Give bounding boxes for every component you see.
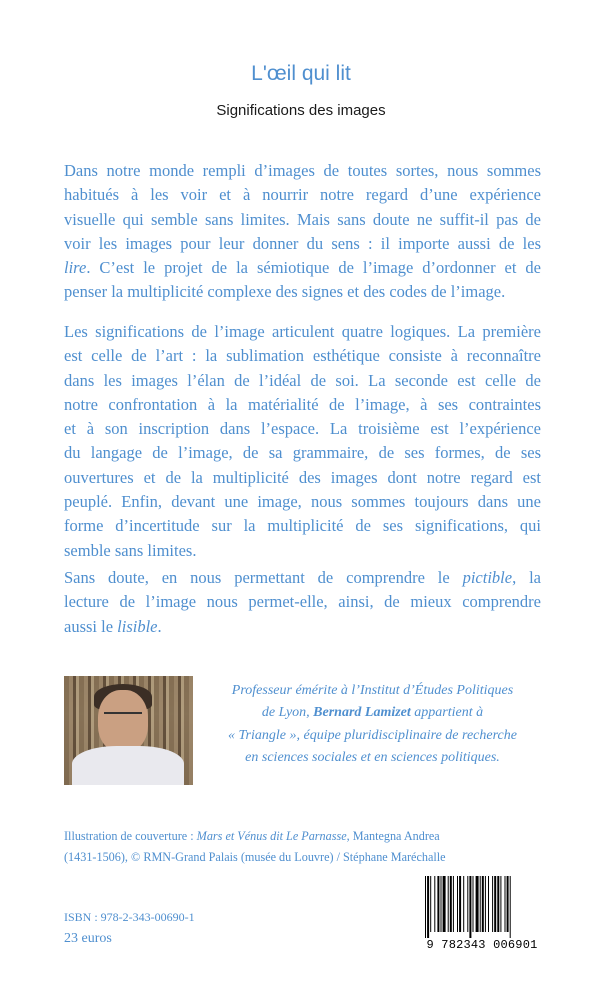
blurb-paragraph-2 xyxy=(64,320,541,563)
blurb-text: aussi le xyxy=(64,616,118,636)
blurb-line: lecture de l’image nous permet-elle, ainsi, de mieux comprendre xyxy=(64,592,541,612)
blurb-line xyxy=(64,615,541,639)
blurb-line: dans les images l’élan de l’idéal de soi. La seconde est celle de xyxy=(64,370,541,390)
blurb-paragraph-3 xyxy=(64,566,541,639)
author-bio xyxy=(204,680,541,769)
bio-text: appartient à xyxy=(410,705,484,721)
blurb-line: du langage de l’image, de sa grammaire, de ses formes, de ses xyxy=(64,443,541,463)
bio-line: en sciences sociales et en sciences politiques. xyxy=(245,749,500,765)
barcode-digits: 9 782343 006901 xyxy=(426,938,538,952)
blurb-text: . C’est le projet de la sémiotique de l’image d’ordonner et de xyxy=(86,258,541,278)
blurb-line: semble sans limites. xyxy=(64,540,197,560)
blurb-paragraph-1 xyxy=(64,159,541,305)
isbn: ISBN : 978-2-343-00690-1 xyxy=(64,910,195,924)
book-title: L'œil qui lit xyxy=(251,62,351,85)
author-shirt xyxy=(72,746,184,785)
blurb-text: . xyxy=(157,616,162,636)
blurb-line: voir les images pour leur donner du sens : il importe aussi de les xyxy=(64,233,541,253)
blurb-line xyxy=(64,566,541,590)
book-subtitle: Significations des images xyxy=(216,102,386,119)
bio-text: de Lyon, xyxy=(261,705,314,721)
credit-line: (1431-1506), © RMN-Grand Palais (musée du Louvre) / Stéphane Maréchalle xyxy=(64,850,446,864)
credit-line xyxy=(64,826,541,847)
blurb-line: Dans notre monde rempli d’images de toutes sortes, nous sommes xyxy=(64,161,541,180)
bio-line xyxy=(204,702,541,724)
blurb-line: notre confrontation à la matérialité de l’image, à ses contraintes xyxy=(64,394,541,414)
blurb-text: Sans doute, en nous permettant de comprendre le xyxy=(64,568,463,587)
blurb-line xyxy=(64,256,541,280)
blurb-line: est celle de l’art : la sublimation esthétique consiste à reconnaître xyxy=(64,346,541,366)
blurb-line: et à son inscription dans l’espace. La troisième est l’expérience xyxy=(64,419,541,439)
price: 23 euros xyxy=(64,931,112,946)
author-photo xyxy=(64,676,193,785)
glasses-shape xyxy=(104,712,142,723)
barcode-bars xyxy=(423,876,541,938)
bio-line: Professeur émérite à l’Institut d’Études Politiques xyxy=(231,683,514,698)
blurb-text: , la xyxy=(512,568,541,587)
blurb-line: habitués à les voir et à nourrir notre regard d’une expérience xyxy=(64,185,541,205)
blurb-line: penser la multiplicité complexe des signes et des codes de l’image. xyxy=(64,282,506,302)
italic-word: pictible xyxy=(462,568,513,587)
blurb-line: visuelle qui semble sans limites. Mais sans doute ne suffit-il pas de xyxy=(64,209,541,229)
cover-illustration-credit xyxy=(64,826,541,868)
credit-text: Illustration de couverture : xyxy=(64,829,197,843)
blurb-line: peuplé. Enfin, devant une image, nous sommes toujours dans une xyxy=(64,492,541,512)
blurb-line: ouvertures et de la multiplicité des images dont notre regard est xyxy=(64,467,541,487)
bio-line: « Triangle », équipe pluridisciplinaire de recherche xyxy=(228,727,517,743)
author-name: Bernard Lamizet xyxy=(313,705,411,721)
blurb-line: forme d’incertitude sur la multiplicité de ses significations, qui xyxy=(64,516,541,536)
italic-word: lire xyxy=(64,258,87,278)
italic-word: lisible xyxy=(117,616,158,636)
blurb-line: Les significations de l’image articulent quatre logiques. La première xyxy=(64,322,541,341)
artwork-title: Mars et Vénus dit Le Parnasse xyxy=(196,829,347,843)
credit-text: , Mantegna Andrea xyxy=(346,829,440,843)
